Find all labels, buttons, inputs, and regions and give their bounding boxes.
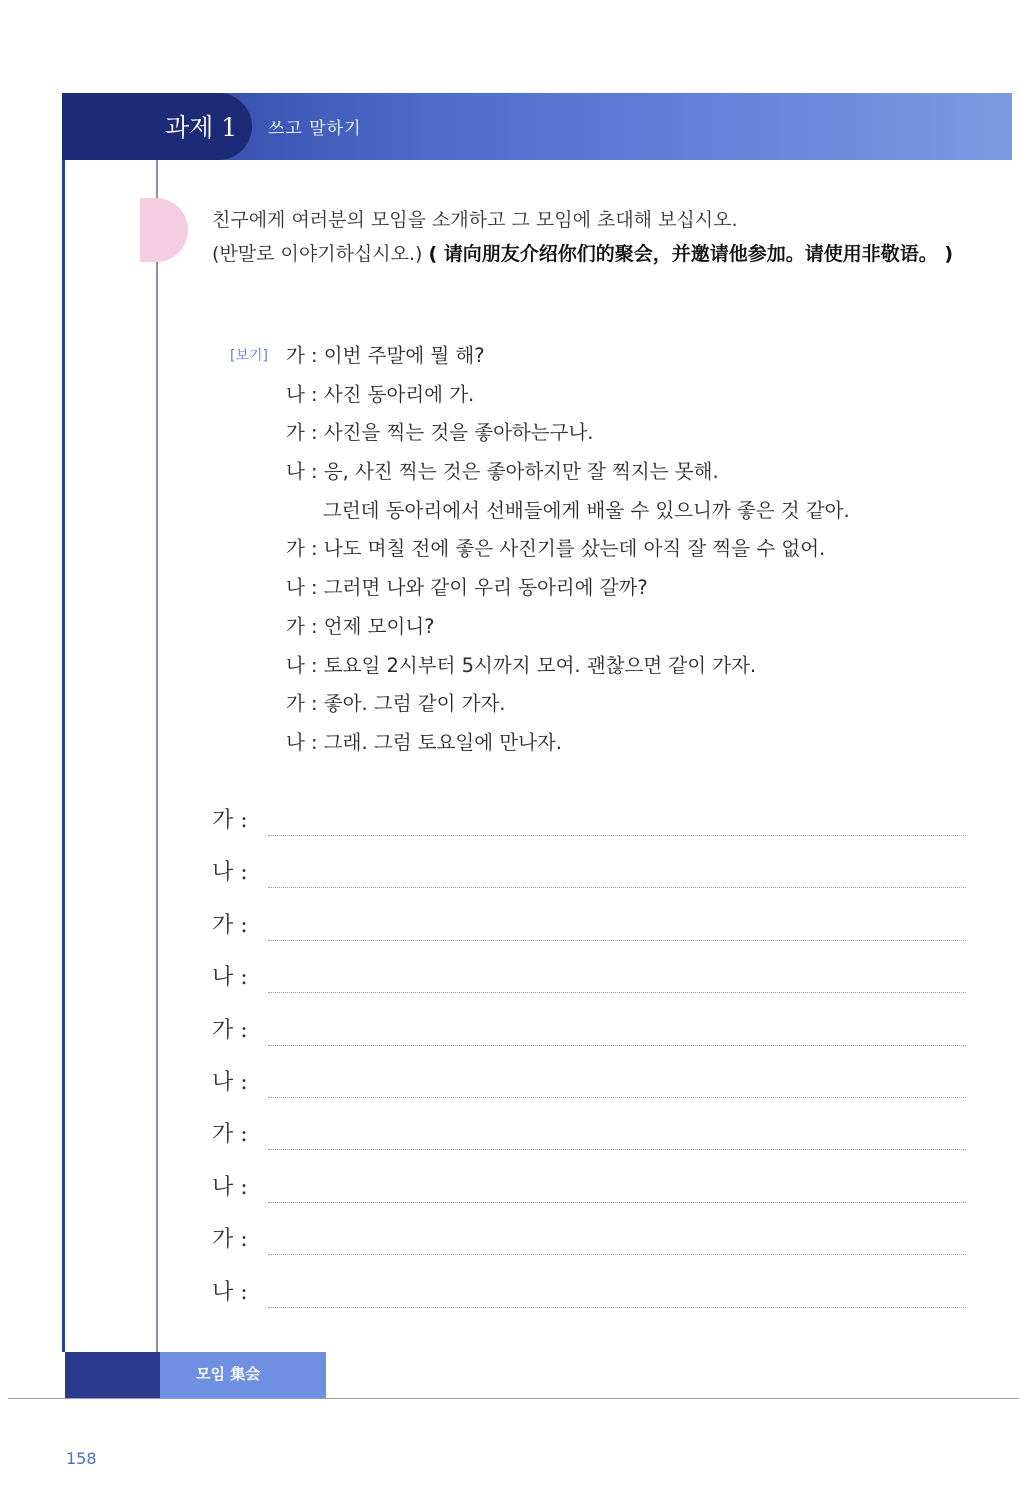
writing-line[interactable] — [268, 992, 966, 993]
practice-area — [212, 795, 972, 1319]
writing-line[interactable] — [268, 887, 966, 888]
practice-row — [212, 847, 972, 899]
practice-row — [212, 1214, 972, 1266]
instruction-korean-note: (반말로 이야기하십시오.) — [212, 243, 423, 265]
example-line: 나 : 토요일 2시부터 5시까지 모여. 괜찮으면 같이 가자. — [286, 653, 757, 677]
writing-line[interactable] — [268, 1149, 966, 1150]
instruction-marker — [140, 198, 188, 262]
speaker-label: 나 : — [212, 1174, 248, 1200]
speaker-label: 가 : — [212, 808, 248, 833]
writing-line[interactable] — [268, 835, 966, 836]
practice-row — [212, 1267, 972, 1319]
writing-line[interactable] — [268, 1097, 966, 1098]
footer-block — [65, 1352, 160, 1398]
practice-row — [212, 795, 972, 847]
writing-line[interactable] — [268, 1045, 966, 1046]
practice-row — [212, 952, 972, 1004]
instruction-line-2 — [212, 237, 972, 271]
writing-line[interactable] — [268, 1254, 966, 1255]
example-line: 가 : 이번 주말에 뭘 해? — [286, 344, 485, 367]
practice-row — [212, 1162, 972, 1214]
example-line: 가 : 나도 며칠 전에 좋은 사진기를 샀는데 아직 잘 찍을 수 없어. — [286, 537, 826, 561]
instruction-chinese-translation: ( 请向朋友介绍你们的聚会，并邀请他参加。请使用非敬语。 ) — [428, 243, 954, 265]
speaker-label: 가 : — [212, 1227, 248, 1253]
example-line: 나 : 그러면 나와 같이 우리 동아리에 갈까? — [286, 576, 648, 600]
example-line: 나 : 응, 사진 찍는 것은 좋아하지만 잘 찍지는 못해. — [286, 460, 719, 484]
speaker-label: 나 : — [212, 860, 248, 886]
speaker-label: 나 : — [212, 965, 248, 991]
speaker-label: 나 : — [212, 1069, 248, 1095]
example-line: 가 : 언제 모이니? — [286, 614, 435, 638]
writing-line[interactable] — [268, 940, 966, 941]
practice-row — [212, 1057, 972, 1109]
practice-row — [212, 1005, 972, 1057]
instruction-text — [212, 203, 972, 271]
writing-line[interactable] — [268, 1202, 966, 1203]
writing-line[interactable] — [268, 1307, 966, 1308]
practice-row — [212, 1109, 972, 1161]
footer-rule — [8, 1398, 1019, 1399]
margin-rule — [156, 160, 158, 1352]
section-subtitle: 쓰고 말하기 — [268, 119, 362, 139]
page-number: 158 — [66, 1449, 97, 1468]
left-margin-edge — [62, 160, 65, 1352]
instruction-line-1: 친구에게 여러분의 모임을 소개하고 그 모임에 초대해 보십시오. — [212, 209, 738, 231]
practice-row — [212, 900, 972, 952]
example-line: 나 : 사진 동아리에 가. — [286, 382, 475, 406]
speaker-label: 가 : — [212, 912, 248, 938]
example-tag: [보기] — [230, 348, 268, 364]
task-label: 과제 1 — [165, 113, 238, 142]
example-line: 나 : 그래. 그럼 토요일에 만나자. — [286, 730, 563, 754]
example-line: 가 : 사진을 찍는 것을 좋아하는구나. — [286, 421, 594, 445]
example-dialogue — [286, 337, 966, 763]
example-line: 그런데 동아리에서 선배들에게 배울 수 있으니까 좋은 것 같아. — [323, 498, 850, 522]
speaker-label: 가 : — [212, 1122, 248, 1148]
speaker-label: 나 : — [212, 1279, 248, 1305]
chapter-label: 모임 集会 — [196, 1365, 261, 1383]
speaker-label: 가 : — [212, 1017, 248, 1043]
example-line: 가 : 좋아. 그럼 같이 가자. — [286, 692, 506, 716]
